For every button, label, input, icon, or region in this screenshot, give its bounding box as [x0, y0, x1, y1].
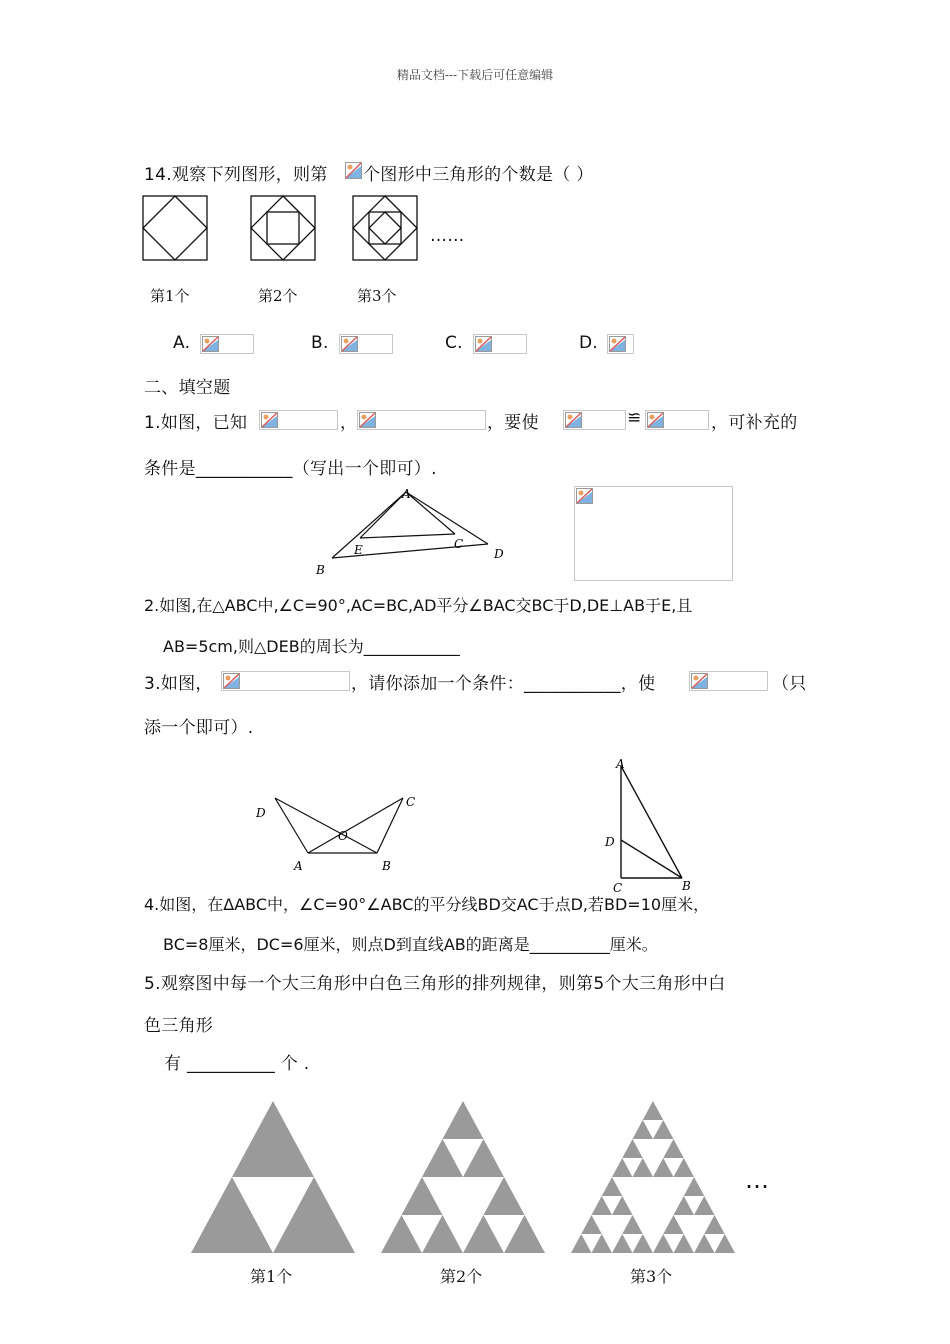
- q1-label-e: E: [354, 543, 363, 557]
- square-figure-2: [250, 195, 316, 261]
- q5-line-1: 5.观察图中每一个大三角形中白色三角形的排列规律，则第5个大三角形中白: [144, 974, 726, 994]
- q14-option-c: C.: [445, 333, 463, 353]
- q1-label-b: B: [316, 563, 325, 577]
- q14-option-a: A.: [173, 333, 191, 353]
- q1-image-1: [259, 410, 338, 430]
- q3-label-d: D: [256, 806, 266, 820]
- q3-label-b: B: [382, 859, 391, 873]
- q3-label-c: C: [406, 795, 416, 809]
- q14-caption-2: 第2个: [258, 287, 298, 305]
- q1-triangle-figure: [310, 482, 520, 578]
- q4-line-2: BC=8厘米，DC=6厘米，则点D到直线AB的距离是__________厘米。: [163, 935, 658, 954]
- q3-image-2: [689, 671, 768, 691]
- q4-line-1: 4.如图，在ΔABC中，∠C=90°∠ABC的平分线BD交AC于点D,若BD=10厘米，: [144, 895, 710, 914]
- q5-caption-3: 第3个: [630, 1267, 673, 1286]
- q4-label-a: A: [616, 757, 625, 771]
- q4-label-b: B: [682, 879, 691, 893]
- square-figure-1: [142, 195, 208, 261]
- q3-line-2: 添一个即可）.: [144, 718, 254, 738]
- q5-caption-2: 第2个: [440, 1267, 483, 1286]
- q14-text-b: 个图形中三角形的个数是（ ）: [363, 165, 594, 185]
- q1-label-a: A: [402, 487, 411, 501]
- q14-dots: ……: [430, 226, 465, 246]
- q3-text-b: ，请你添加一个条件：___________，使: [351, 674, 656, 694]
- q14-caption-1: 第1个: [150, 287, 190, 305]
- q4-label-c: C: [613, 881, 623, 894]
- q1-image-4: [645, 410, 709, 430]
- q1-image-3: [563, 410, 626, 430]
- q1-congruent: ≌: [627, 408, 642, 428]
- q4-right-triangle-figure: [600, 754, 700, 894]
- q3-label-a: A: [294, 859, 303, 873]
- q1-text-c: ，可补充的: [711, 413, 798, 433]
- q5-dots: …: [745, 1166, 770, 1194]
- q3-image-1: [221, 671, 350, 691]
- q1-image-2: [357, 410, 486, 430]
- option-b-image: [339, 334, 393, 354]
- q1-figure-image: [574, 486, 733, 581]
- page-header: 精品文档---下载后可任意编辑: [396, 68, 554, 82]
- q2-line-1: 2.如图,在△ABC中,∠C=90°,AC=BC,AD平分∠BAC交BC于D,DE⊥AB于E,且: [144, 596, 693, 615]
- q14-caption-3: 第3个: [357, 287, 397, 305]
- q14-text-a: 14.观察下列图形，则第: [144, 165, 328, 185]
- sierpinski-figure-1: [190, 1100, 356, 1254]
- option-a-image: [200, 334, 254, 354]
- q5-line-3: 有 __________ 个 .: [164, 1054, 310, 1074]
- q3-text-c: （只: [772, 674, 807, 694]
- q5-caption-1: 第1个: [250, 1267, 293, 1286]
- q2-line-2: AB=5cm,则△DEB的周长为____________: [163, 637, 460, 656]
- q5-line-2: 色三角形: [144, 1016, 214, 1036]
- q3-text-a: 3.如图，: [144, 674, 213, 694]
- q1-comma: ，: [340, 413, 358, 433]
- sierpinski-figure-3: [570, 1100, 736, 1254]
- q3-label-o: O: [338, 829, 348, 843]
- q14-option-b: B.: [311, 333, 329, 353]
- option-d-image: [607, 334, 634, 354]
- square-figure-3: [352, 195, 418, 261]
- sierpinski-figure-2: [380, 1100, 546, 1254]
- option-c-image: [473, 334, 527, 354]
- broken-image-icon: [345, 162, 362, 179]
- q1-text-b: ，要使: [487, 413, 539, 433]
- q1-label-d: D: [494, 547, 504, 561]
- q1-line-2: 条件是___________（写出一个即可）.: [144, 459, 437, 479]
- q4-label-d: D: [605, 835, 615, 849]
- section-title: 二、填空题: [144, 378, 231, 398]
- q14-option-d: D.: [579, 333, 599, 353]
- q1-label-c: C: [454, 537, 464, 551]
- q1-text-a: 1.如图，已知: [144, 413, 248, 433]
- q3-bowtie-figure: [250, 788, 430, 876]
